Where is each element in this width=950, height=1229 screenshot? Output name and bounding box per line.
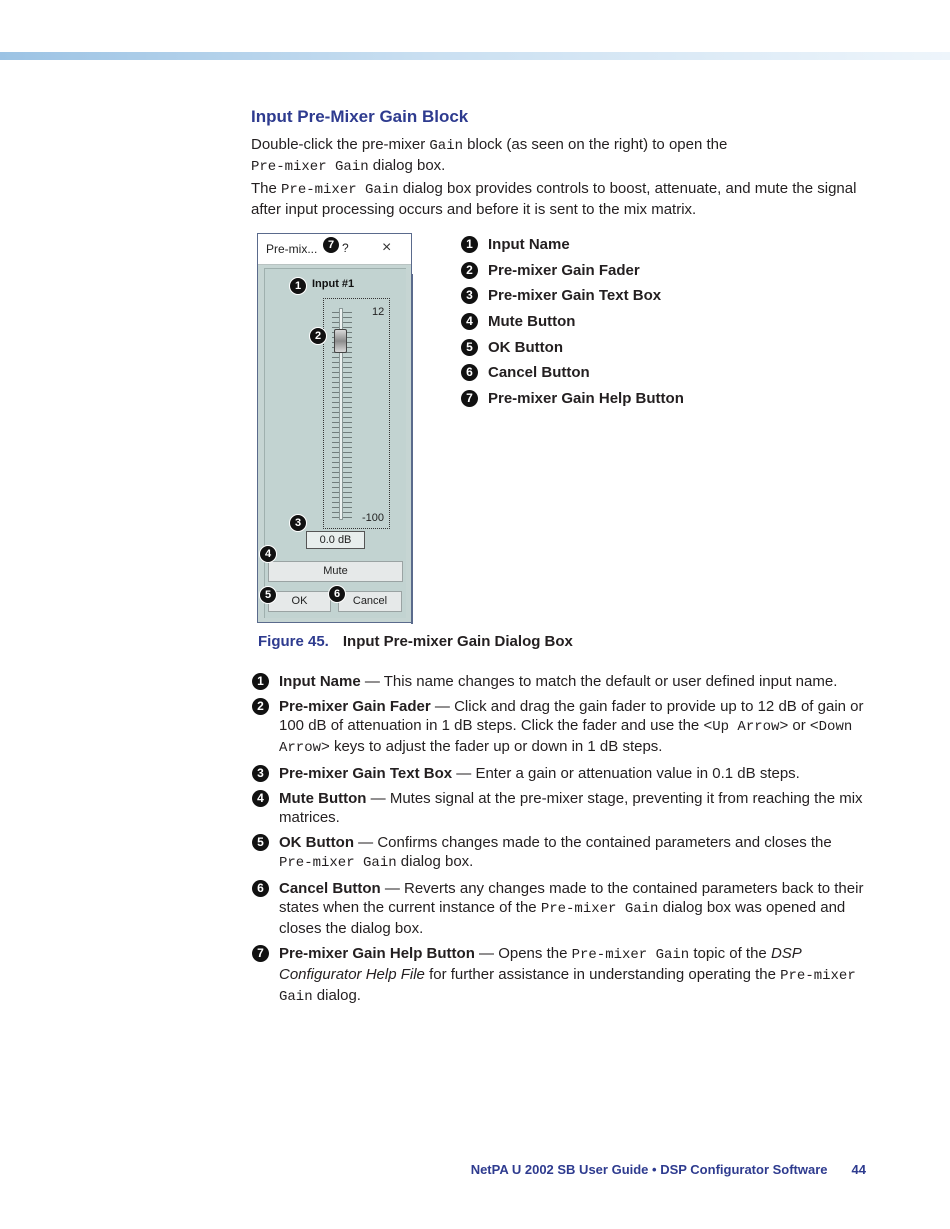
term: Mute Button (279, 790, 367, 807)
number-badge: 2 (252, 698, 269, 715)
text: Double-click the pre-mixer (251, 136, 430, 153)
text: block (as seen on the right) to open the (463, 136, 728, 153)
legend-label: Pre-mixer Gain Help Button (488, 389, 684, 407)
number-badge: 3 (252, 765, 269, 782)
text: — This name changes to match the default or user defined input name. (360, 673, 838, 690)
callout-7: 7 (322, 236, 340, 254)
help-icon[interactable]: ? (342, 241, 349, 255)
text: dialog. (312, 987, 361, 1004)
section-heading: Input Pre-Mixer Gain Block (251, 107, 469, 126)
gain-text-box[interactable]: 0.0 dB (306, 531, 365, 549)
legend-item (461, 386, 684, 412)
legend-label: Pre-mixer Gain Fader (488, 261, 640, 279)
code: Pre-mixer Gain (251, 159, 369, 175)
cancel-button[interactable]: Cancel (338, 591, 402, 612)
number-badge: 6 (252, 880, 269, 897)
number-badge: 5 (252, 834, 269, 851)
number-badge: 6 (461, 364, 478, 381)
text: — Reverts any changes made to the contained parameters back to their states when the current instance of the (279, 880, 864, 916)
gain-fader-thumb[interactable] (334, 329, 347, 353)
input-name-label: Input #1 (312, 278, 355, 290)
mute-button[interactable]: Mute (268, 561, 403, 582)
callout-6: 6 (328, 585, 346, 603)
legend-label: Input Name (488, 236, 570, 254)
number-badge: 4 (252, 790, 269, 807)
ok-button[interactable]: OK (268, 591, 331, 612)
text: The (251, 180, 282, 197)
term: Pre-mixer Gain Text Box (279, 765, 453, 782)
description-item (251, 944, 866, 1007)
legend-label: Mute Button (488, 313, 576, 331)
intro-paragraph-1 (251, 135, 871, 177)
close-icon[interactable]: × (382, 239, 392, 256)
pre-mixer-gain-dialog (257, 233, 412, 623)
page-footer (471, 1162, 866, 1177)
number-badge: 2 (461, 262, 478, 279)
legend-item (461, 334, 684, 360)
description-item (251, 879, 866, 938)
figure-caption (258, 633, 573, 650)
code: Pre-mixer Gain (281, 182, 399, 198)
text: — Opens the (474, 945, 572, 962)
text: — Confirms changes made to the contained parameters and closes the (353, 834, 832, 851)
number-badge: 4 (461, 313, 478, 330)
code: Gain (429, 138, 463, 154)
description-item (251, 764, 866, 783)
fader-min-label: -100 (362, 512, 385, 524)
text: dialog box provides controls to boost, attenuate, and mute the signal after input processing occurs and before it is sent to the mix matrix. (251, 180, 857, 218)
term: Cancel Button (279, 880, 381, 897)
text: dialog box. (396, 853, 474, 870)
text: topic of the (689, 945, 771, 962)
term: Pre-mixer Gain Help Button (279, 945, 475, 962)
text: > or < (779, 717, 819, 734)
term: Input Name (279, 673, 361, 690)
figure-number: Figure 45. (258, 633, 329, 650)
dialog-title: Pre-mix... (266, 242, 318, 256)
number-badge: 5 (461, 339, 478, 356)
description-item (251, 833, 866, 873)
legend-label: OK Button (488, 338, 563, 356)
callout-3: 3 (289, 514, 307, 532)
callout-4: 4 (259, 545, 277, 563)
callout-1: 1 (289, 277, 307, 295)
number-badge: 3 (461, 287, 478, 304)
help-file-name: DSP Configurator Help File (279, 945, 802, 983)
legend-item (461, 258, 684, 284)
text: dialog box. (368, 157, 446, 174)
text: — Mutes signal at the pre-mixer stage, preventing it from reaching the mix matrices. (279, 790, 863, 826)
number-badge: 1 (461, 236, 478, 253)
code: Pre-mixer Gain (571, 947, 690, 963)
description-item (251, 672, 866, 691)
intro-paragraph-2 (251, 179, 871, 219)
page-number: 44 (851, 1162, 866, 1177)
number-badge: 1 (252, 673, 269, 690)
legend-label: Pre-mixer Gain Text Box (488, 287, 662, 305)
description-item (251, 789, 866, 827)
description-item (251, 697, 866, 758)
code: Pre-mixer Gain (279, 968, 856, 1005)
legend-item (461, 309, 684, 335)
legend-item (461, 360, 684, 386)
figure-legend (461, 232, 684, 411)
legend-item (461, 232, 684, 258)
legend-label: Cancel Button (488, 364, 590, 382)
text: dialog box was opened and closes the dialog box. (279, 899, 846, 937)
dialog-edge (411, 274, 413, 624)
callout-2: 2 (309, 327, 327, 345)
number-badge: 7 (252, 945, 269, 962)
header-gradient-bar (0, 52, 950, 60)
text: — Enter a gain or attenuation value in 0.1 dB steps. (452, 765, 800, 782)
figure-title: Input Pre-mixer Gain Dialog Box (342, 633, 573, 650)
code: Pre-mixer Gain (540, 901, 659, 917)
text: — Click and drag the gain fader to provide up to 12 dB of gain or 100 dB of attenuation in 1 dB steps. Click the fader and use the < (279, 698, 864, 734)
fader-max-label: 12 (372, 306, 385, 318)
term: OK Button (279, 834, 354, 851)
footer-title: NetPA U 2002 SB User Guide • DSP Configurator Software (470, 1162, 828, 1177)
text: for further assistance in understanding operating the (424, 966, 781, 983)
code: Pre-mixer Gain (279, 855, 397, 871)
number-badge: 7 (461, 390, 478, 407)
term: Pre-mixer Gain Fader (279, 698, 431, 715)
callout-5: 5 (259, 586, 277, 604)
description-list (251, 672, 866, 1013)
code: Up Arrow (712, 719, 780, 735)
text: > keys to adjust the fader up or down in 1 dB steps. (321, 738, 663, 755)
code: Down Arrow (279, 719, 853, 756)
legend-item (461, 283, 684, 309)
